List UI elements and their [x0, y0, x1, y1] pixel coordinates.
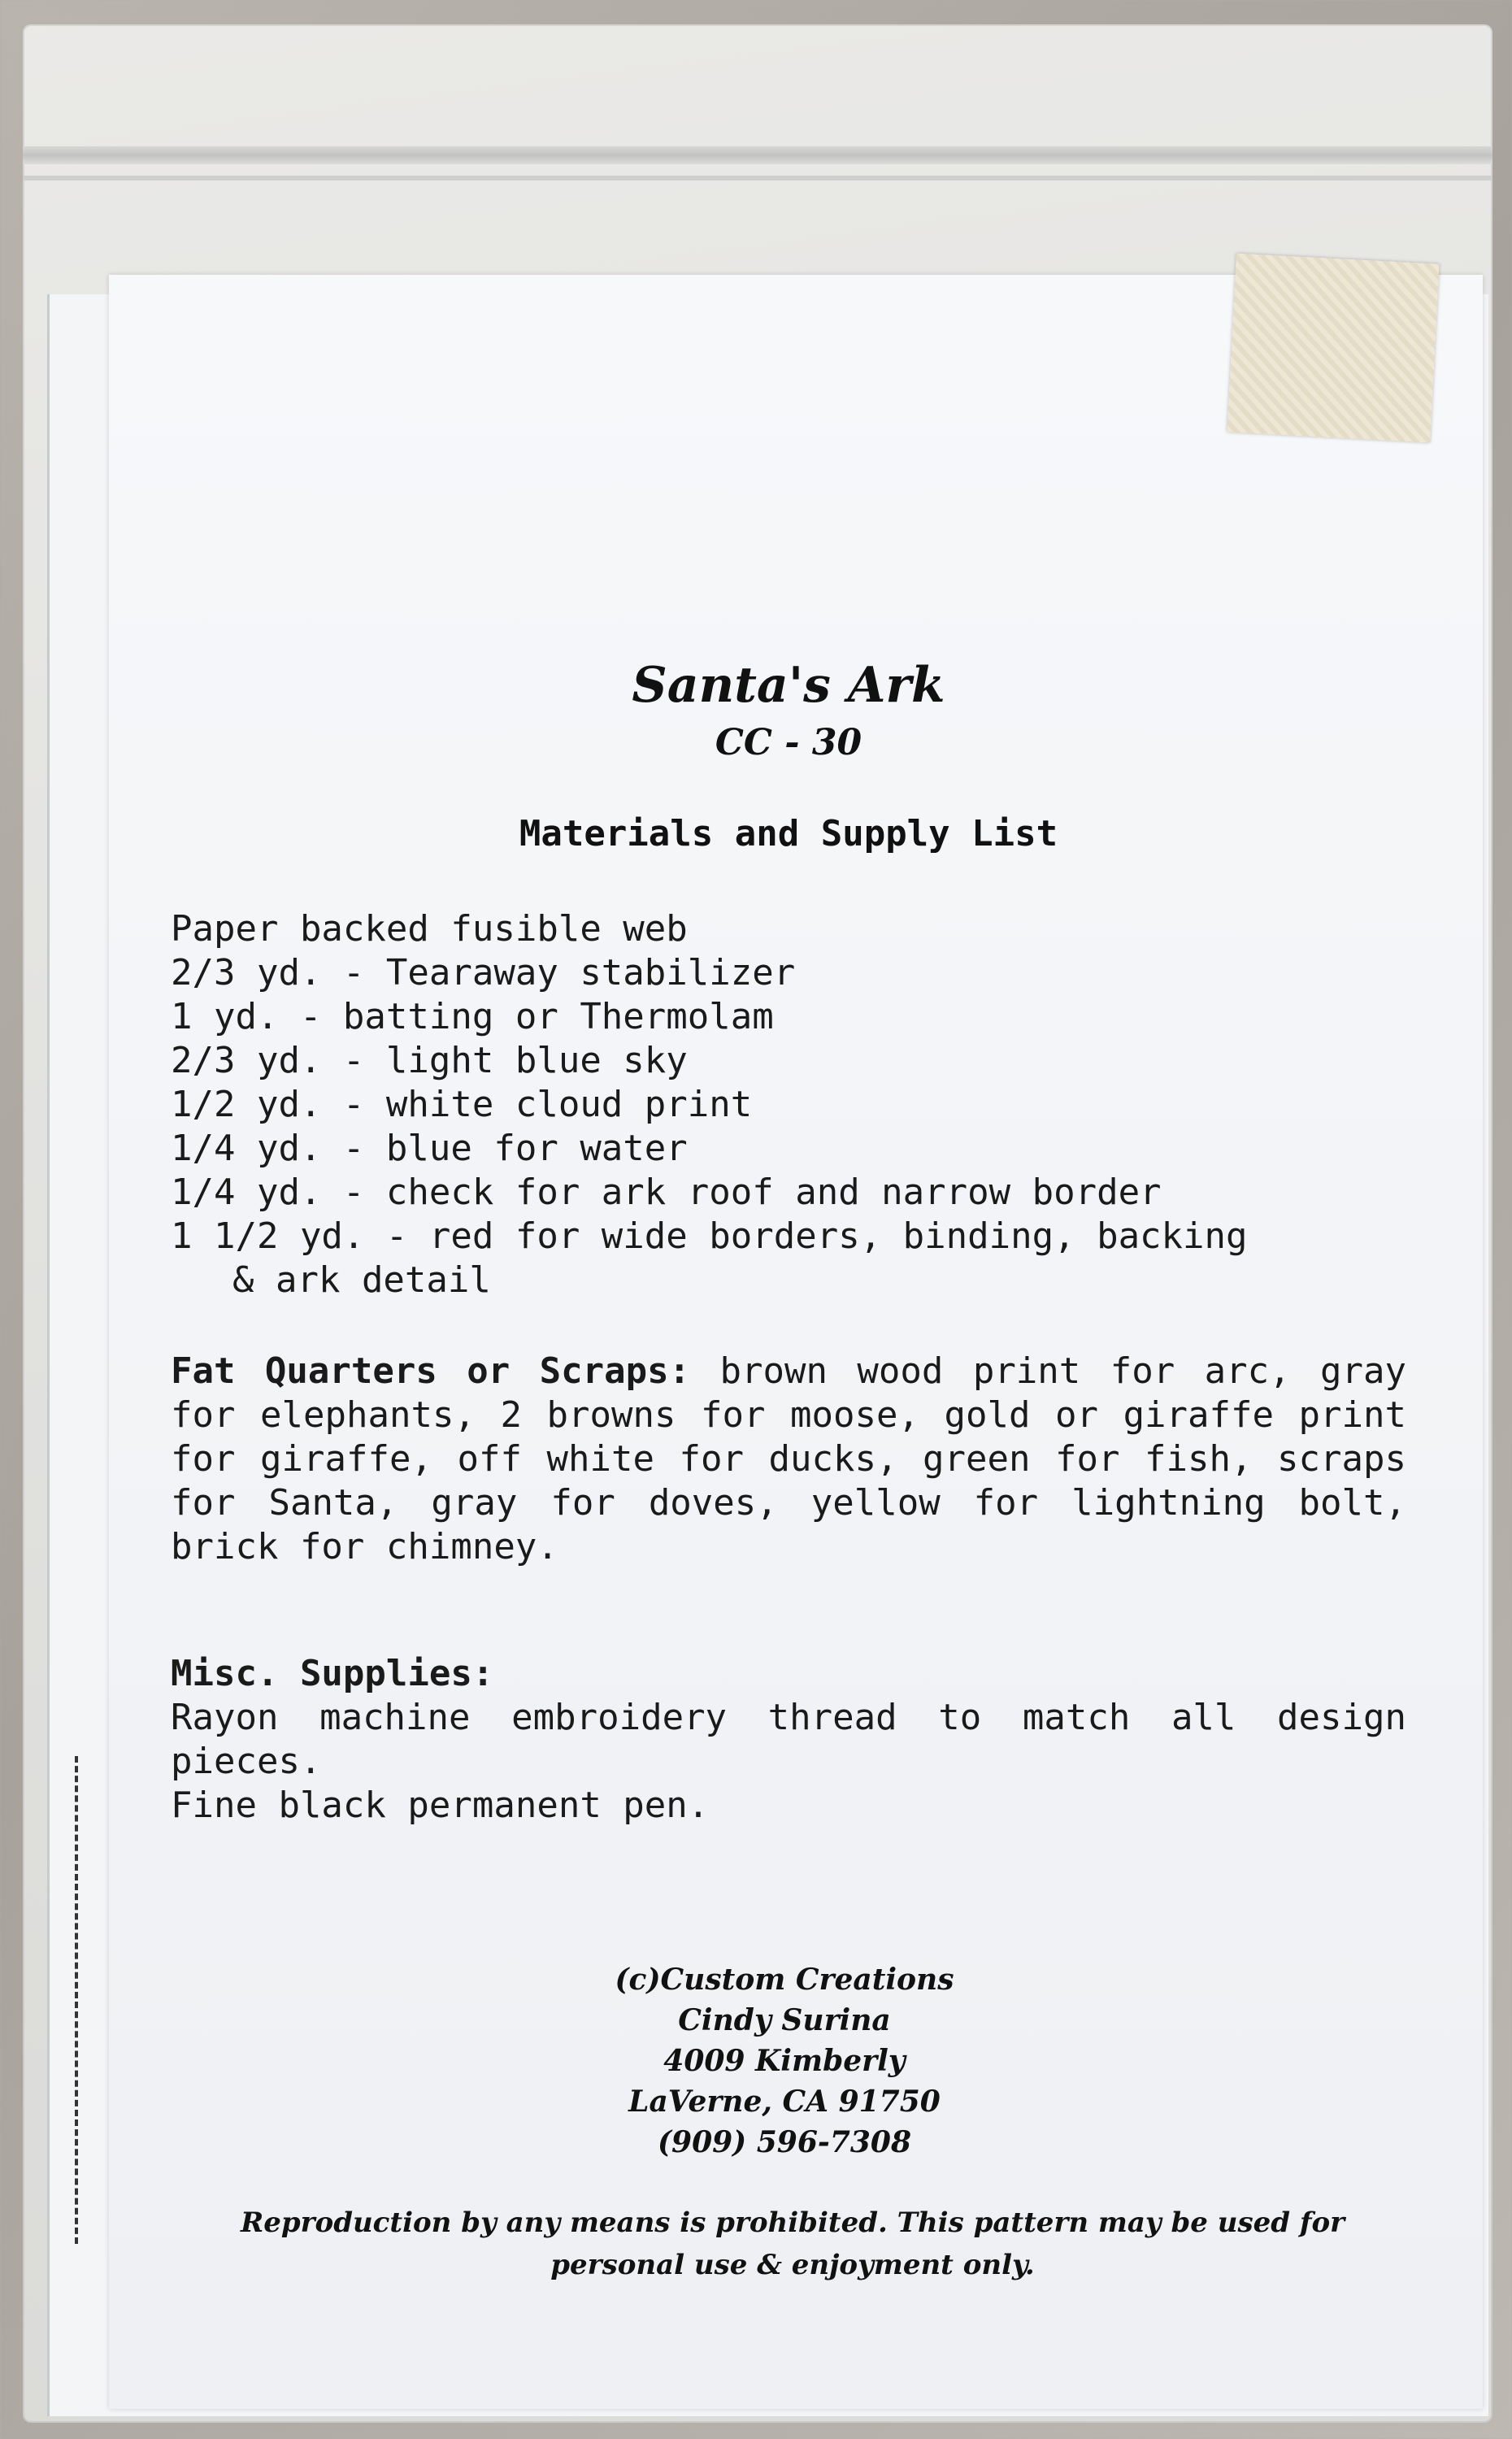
misc-section	[171, 1652, 1406, 1828]
street-address: 4009 Kimberly	[663, 2044, 906, 2078]
misc-heading: Misc. Supplies:	[171, 1653, 494, 1694]
fat-quarters-text: brown wood print for arc, gray for elephants, 2 browns for moose, gold or giraffe print for giraffe, off white for ducks, green for fish, scraps for Santa, gray for doves, yellow for lightning bolt, brick for chimney.	[171, 1350, 1406, 1567]
materials-list	[171, 907, 1406, 1302]
misc-line: Rayon machine embroidery thread to match all design pieces.	[171, 1697, 1406, 1782]
list-item: 1/4 yd. - check for ark roof and narrow border	[171, 1172, 1162, 1213]
list-item: 2/3 yd. - Tearaway stabilizer	[171, 952, 796, 993]
misc-line: Fine black permanent pen.	[171, 1785, 710, 1826]
list-item: 1 1/2 yd. - red for wide borders, binding, backing	[171, 1215, 1248, 1257]
fat-quarters-heading: Fat Quarters or Scraps:	[171, 1350, 691, 1392]
list-item: 2/3 yd. - light blue sky	[171, 1040, 688, 1081]
copyright-notice: Reproduction by any means is prohibited. This pattern may be used for personal use & enjoyment only.	[240, 2206, 1345, 2281]
list-item: Paper backed fusible web	[171, 908, 688, 950]
list-item: & ark detail	[232, 1259, 491, 1301]
phone-number: (909) 596-7308	[657, 2125, 912, 2159]
pattern-code: CC - 30	[715, 722, 862, 763]
list-item: 1/2 yd. - white cloud print	[171, 1084, 753, 1125]
pattern-title: Santa's Ark	[632, 657, 945, 714]
list-subtitle: Materials and Supply List	[519, 813, 1058, 854]
fat-quarters-section	[171, 1350, 1406, 1569]
publisher-name: (c)Custom Creations	[615, 1963, 954, 1997]
list-item: 1/4 yd. - blue for water	[171, 1128, 688, 1169]
city-state-zip: LaVerne, CA 91750	[628, 2085, 941, 2119]
publisher-info	[0, 1959, 1512, 2163]
designer-name: Cindy Surina	[678, 2003, 891, 2037]
list-item: 1 yd. - batting or Thermolam	[171, 996, 774, 1037]
